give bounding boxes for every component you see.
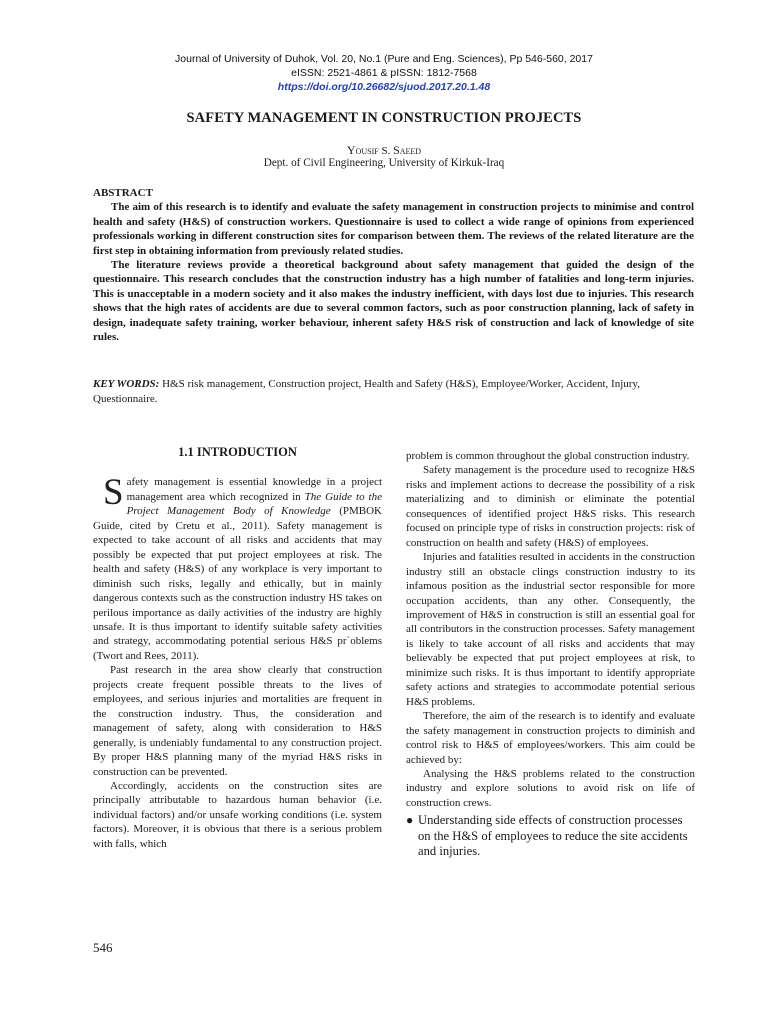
intro-paragraph: Past research in the area show clearly that construction projects create frequent possible threats to the lives of employees, and serious injuries and mortalities are frequent in the construction industry. Thus, the consideration and management of safety, along with consideration to H&S generally, is undeniably fundamental to any construction project. By proper H&S planning many of the myriad H&S risks in construction can be prevented. bbox=[93, 664, 382, 778]
intro-paragraph: Therefore, the aim of the research is to identify and evaluate the safety management in construction projects to diminish and control risk to H&S of employees/workers. This aim could be achieved by: bbox=[406, 710, 695, 766]
drop-cap: S bbox=[103, 472, 124, 514]
abstract-paragraph: The aim of this research is to identify and evaluate the safety management in construction projects to minimise and control health and safety (H&S) of construction workers. Questionnaire is used to collect a wide range of opinions from experienced professionals working in different construction sites for comparison between them. The reviews of the related literature are the first step in obtaining information from previously related studies. bbox=[93, 201, 694, 257]
aim-bullet-item bbox=[406, 813, 695, 860]
intro-paragraph: problem is common throughout the global construction industry. bbox=[406, 450, 690, 462]
author-last-name: Saeed bbox=[393, 143, 422, 157]
page-number: 546 bbox=[93, 940, 113, 955]
journal-header bbox=[0, 52, 768, 94]
bullet-text: Understanding side effects of construction processes on the H&S of employees to reduce the site accidents and injuries. bbox=[418, 813, 688, 859]
author-affiliation: Dept. of Civil Engineering, University of Kirkuk-Iraq bbox=[263, 157, 505, 169]
author-name bbox=[0, 143, 768, 158]
abstract bbox=[93, 186, 694, 344]
intro-paragraph: Safety management is the procedure used to recognize H&S risks and implement actions to decrease the possibility of a risk materializing and to diminish or eliminate the potential consequences of identified project H&S risks. This research focused on principle type of risks in construction projects: risk of construction on health and safety (H&S) of employees. bbox=[406, 464, 695, 549]
intro-paragraph: Analysing the H&S problems related to the construction industry and explore solutions to avoid risk on life of construction crews. bbox=[406, 767, 695, 809]
keywords-label: KEY WORDS: bbox=[93, 378, 160, 390]
journal-citation-line: Journal of University of Duhok, Vol. 20, No.1 (Pure and Eng. Sciences), Pp 546-560, 2017 bbox=[175, 53, 593, 65]
pmbok-title: The Guide to the Project Management Body of Knowledge bbox=[126, 490, 382, 518]
intro-paragraph bbox=[93, 472, 382, 663]
bullet-icon: ● bbox=[406, 813, 414, 828]
keywords-text: H&S risk management, Construction project, Health and Safety (H&S), Employee/Worker, Accident, Injury, Questionnaire. bbox=[93, 378, 640, 405]
abstract-heading: ABSTRACT bbox=[93, 187, 153, 199]
issn-line: eISSN: 2521-4861 & pISSN: 1812-7568 bbox=[291, 67, 477, 79]
doi-link[interactable]: https://doi.org/10.26682/sjuod.2017.20.1.48 bbox=[277, 81, 491, 93]
intro-text: afety management is essential knowledge in a project management area which recognized in bbox=[126, 476, 382, 503]
right-column bbox=[406, 449, 695, 860]
author-initial: S. bbox=[381, 145, 391, 157]
keywords bbox=[93, 377, 694, 407]
section-heading-introduction: 1.1 INTRODUCTION bbox=[178, 445, 297, 459]
author-first-name: Yousif bbox=[346, 143, 379, 157]
intro-paragraph: Accordingly, accidents on the construction sites are principally attributable to hazardous human behavior (i.e. individual factors) and/or unsafe working conditions (i.e. system factors). Moreover, it is obvious that there is a serious problem with falls, which bbox=[93, 779, 382, 850]
paper-title: SAFETY MANAGEMENT IN CONSTRUCTION PROJECTS bbox=[186, 110, 582, 126]
abstract-paragraph: The literature reviews provide a theoretical background about safety management that guided the design of the questionnaire. This research concludes that the construction industry has a high number of fatalities and long-term injuries. This is unacceptable in a modern society and it also makes the industry inefficient, with days lost due to injuries. This research shows that the high rates of accidents are due to several common factors, such as poor construction planning, lack of safety in design, inadequate safety training, worker behaviour, inherent safety H&S risk of construction and lack of knowledge of site rules. bbox=[93, 259, 694, 344]
intro-text: (PMBOK Guide, cited by Cretu et al., 2011). Safety management is expected to take account of all risks and accidents that may possibly be expected that put project employees at risk. The health and safety (H&S) of any workplace is very important to diminish such risks, legally and ethically, but in mainly dangerous contexts such as the construction industry HS takes on perilous importance as daily activities of the industry are highly unsafe. It is thus important to identify suitable safety activities and strategy, accommodating potential serious H&S pr`oblems (Twort and Rees, 2011). bbox=[93, 505, 382, 662]
left-column bbox=[93, 445, 382, 851]
intro-paragraph: Injuries and fatalities resulted in accidents in the construction industry still an obstacle clings construction industry to its infamous position as the industrial sector responsible for more occupation accidents, than any other. Consequently, the improvement of H&S in construction is still an essential goal for all contributors in the construction processes. Safety management is likely to take account of all risks and accidents that may believably be expected that put project employees at risk, to minimize such risks. It is thus important to identify appropriate safety actions and strategies to accommodate potential serious H&S problems. bbox=[406, 551, 695, 708]
